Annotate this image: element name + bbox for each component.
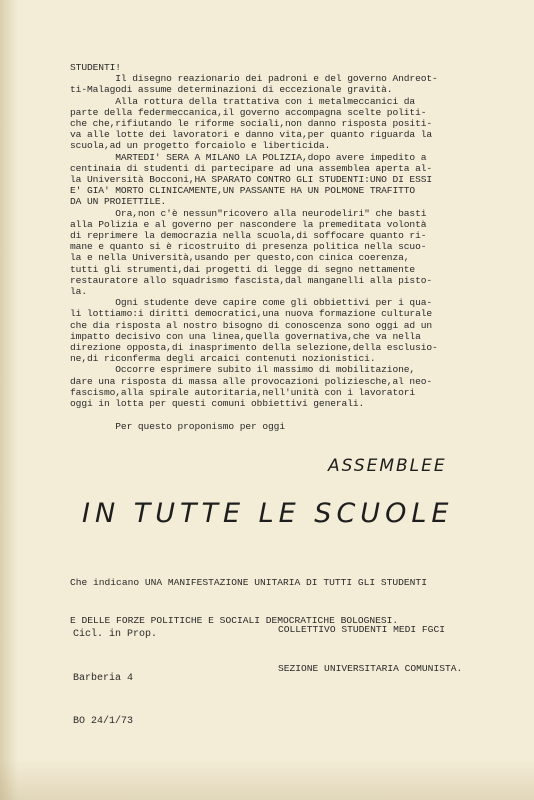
- body-line: la Università Bocconi,HA SPARATO CONTRO GLI STUDENTI:UNO DI ESSI: [70, 174, 433, 186]
- body-line: Alla rottura della trattativa con i metalmeccanici da: [70, 95, 416, 107]
- closing-line-1: Che indicano UNA MANIFESTAZIONE UNITARIA DI TUTTI GLI STUDENTI: [70, 577, 427, 588]
- body-line: che dia risposta al nostro bisogno di conoscenza sono oggi ad un: [70, 319, 433, 331]
- body-line: Ora,non c'è nessun"ricovero alla neurodeliri" che basti: [70, 207, 427, 219]
- body-line: Per questo proponismo per oggi: [70, 420, 285, 432]
- paper-edge-shadow: [0, 0, 18, 800]
- body-line: di reprimere la democrazia nella scuola,di soffocare quanto ri-: [70, 230, 427, 242]
- body-line: restauratore allo squadrismo fascista,dal manganelli alla pisto-: [70, 274, 433, 286]
- body-line: tutti gli strumenti,dai progetti di legge di segno nettamente: [70, 263, 416, 275]
- body-line: dare una risposta di massa alle provocazioni poliziesche,al neo-: [70, 375, 433, 387]
- print-info-line-1: Cicl. in Prop.: [73, 629, 158, 640]
- signature-block: [278, 597, 462, 701]
- body-line: Ogni studente deve capire come gli obbiettivi per i qua-: [70, 297, 433, 309]
- body-line: va alle lotte dei lavoratori e danno vita,per quanto riguarda la: [70, 129, 433, 141]
- body-line: [70, 409, 532, 420]
- closing-line-2: E DELLE FORZE POLITICHE E SOCIALI DEMOCRATICHE BOLOGNESI.: [70, 614, 399, 626]
- body-line: direzione opposta,di inasprimento della selezione,della esclusio-: [70, 342, 438, 354]
- body-line: Occorre esprimere subito il massimo di mobilitazione,: [70, 364, 416, 376]
- body-line: E' GIA' MORTO CLINICAMENTE,UN PASSANTE HA UN POLMONE TRAFITTO: [70, 185, 416, 197]
- signature-line-1: COLLETTIVO STUDENTI MEDI FGCI: [278, 624, 445, 635]
- body-line: oggi in lotta per questi comuni obbiettivi generali.: [70, 398, 365, 410]
- body-line: STUDENTI!: [70, 62, 121, 73]
- body-line: che che,rifiutando le riforme sociali,non danno risposta positi-: [70, 118, 433, 130]
- body-line: mane e quanto si è ricostruito di presenza politica nella scuo-: [70, 241, 427, 253]
- print-info: [73, 599, 157, 759]
- handwritten-assemblee: ASSEMBLEE: [328, 456, 447, 476]
- body-line: la e nella Università,usando per questo,con cinica coerenza,: [70, 252, 410, 264]
- body-line: fascismo,alla spirale autoritaria,nell'unità con i lavoratori: [70, 386, 416, 398]
- body-line: impatto decisivo con una linea,quella governativa,che va nella: [70, 330, 421, 342]
- print-info-date: BO 24/1/73: [73, 716, 134, 727]
- body-line: Il disegno reazionario dei padroni e del governo Andreot-: [70, 73, 438, 85]
- body-line: scuola,ad un progetto forcaiolo e liberticida.: [70, 140, 331, 152]
- print-info-line-2: Barberia 4: [73, 672, 134, 684]
- body-line: ti-Malagodi assume determinazioni di eccezionale gravità.: [70, 84, 393, 96]
- body-line: li lottiamo:i diritti democratici,una nuova formazione culturale: [70, 308, 433, 320]
- body-line: la.: [70, 286, 87, 298]
- body-line: ne,di riconferma degli arcaici contenuti nozionistici.: [70, 353, 376, 365]
- handwritten-in-tutte-le-scuole: IN TUTTE LE SCUOLE: [82, 498, 454, 529]
- body-line: centinaia di studenti di partecipare ad una assemblea aperta al-: [70, 162, 433, 174]
- signature-line-2: SEZIONE UNIVERSITARIA COMUNISTA.: [278, 663, 463, 674]
- body-line: MARTEDI' SERA A MILANO LA POLIZIA,dopo avere impedito a: [70, 151, 427, 163]
- body-line: DA UN PROIETTILE.: [70, 196, 167, 208]
- paper-bottom-shadow: [0, 760, 534, 800]
- leaflet-body-text: [70, 62, 532, 432]
- body-line: alla Polizia e al governo per nascondere la premeditata volontà: [70, 218, 427, 230]
- body-line: parte della federmeccanica,il governo accompagna scelte politi-: [70, 106, 427, 118]
